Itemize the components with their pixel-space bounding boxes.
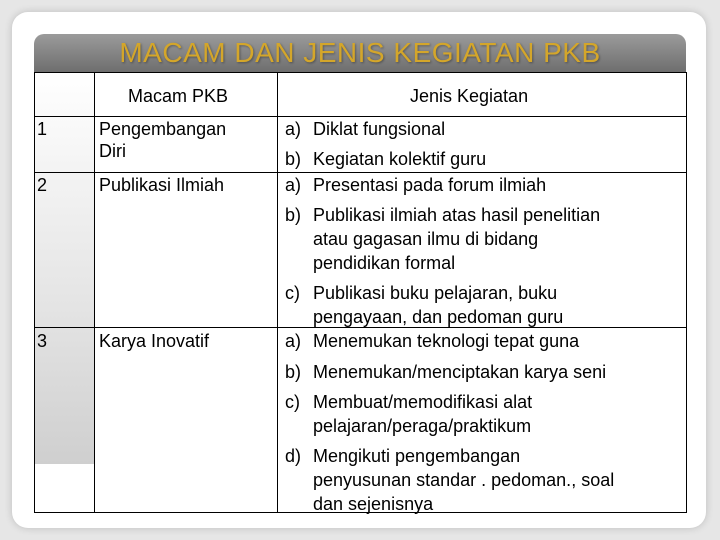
- activity-text: Presentasi pada forum ilmiah: [313, 175, 547, 195]
- header-divider: [34, 116, 687, 117]
- activity-marker: b): [285, 149, 302, 169]
- slide-title: MACAM DAN JENIS KEGIATAN PKB: [119, 37, 601, 68]
- header-type: Macam PKB: [128, 86, 229, 106]
- table-divider-col1: [94, 72, 95, 513]
- activity-text: Mengikuti pengembangan: [313, 446, 521, 466]
- activity-text: Publikasi buku pelajaran, buku: [313, 283, 558, 303]
- row-3-number: 3: [37, 331, 48, 351]
- activity-marker: a): [285, 331, 302, 351]
- row-1-number: 1: [37, 119, 48, 139]
- table-border-right: [686, 72, 687, 513]
- activity-text: Diklat fungsional: [313, 119, 446, 139]
- activity-text: Menemukan/menciptakan karya seni: [313, 362, 607, 382]
- activity-text: dan sejenisnya: [313, 494, 434, 514]
- table-border-top: [34, 72, 687, 73]
- activity-text: Kegiatan kolektif guru: [313, 149, 487, 169]
- activity-text: Publikasi ilmiah atas hasil penelitian: [313, 205, 601, 225]
- activity-marker: a): [285, 119, 302, 139]
- activity-text: atau gagasan ilmu di bidang: [313, 229, 539, 249]
- activity-text: Membuat/memodifikasi alat: [313, 392, 533, 412]
- row-1-type-line-2: Diri: [99, 141, 126, 161]
- activity-marker: b): [285, 205, 302, 225]
- activity-text: pendidikan formal: [313, 253, 456, 273]
- table-divider-col2: [277, 72, 278, 513]
- activity-marker: c): [285, 392, 300, 412]
- activity-text: pelajaran/peraga/praktikum: [313, 416, 532, 436]
- table-border-left: [34, 72, 35, 513]
- row-2-number: 2: [37, 175, 48, 195]
- activity-text: penyusunan standar . pedoman., soal: [313, 470, 615, 490]
- row-3-type-line-1: Karya Inovatif: [99, 331, 210, 351]
- activity-marker: c): [285, 283, 300, 303]
- activity-marker: d): [285, 446, 302, 466]
- activity-text: Menemukan teknologi tepat guna: [313, 331, 580, 351]
- row-2-type-line-1: Publikasi Ilmiah: [99, 175, 225, 195]
- header-activities: Jenis Kegiatan: [410, 86, 529, 106]
- activity-marker: b): [285, 362, 302, 382]
- row-1-type-line-1: Pengembangan: [99, 119, 227, 139]
- row-divider-1: [34, 172, 687, 173]
- activity-marker: a): [285, 175, 302, 195]
- activity-text: pengayaan, dan pedoman guru: [313, 307, 564, 327]
